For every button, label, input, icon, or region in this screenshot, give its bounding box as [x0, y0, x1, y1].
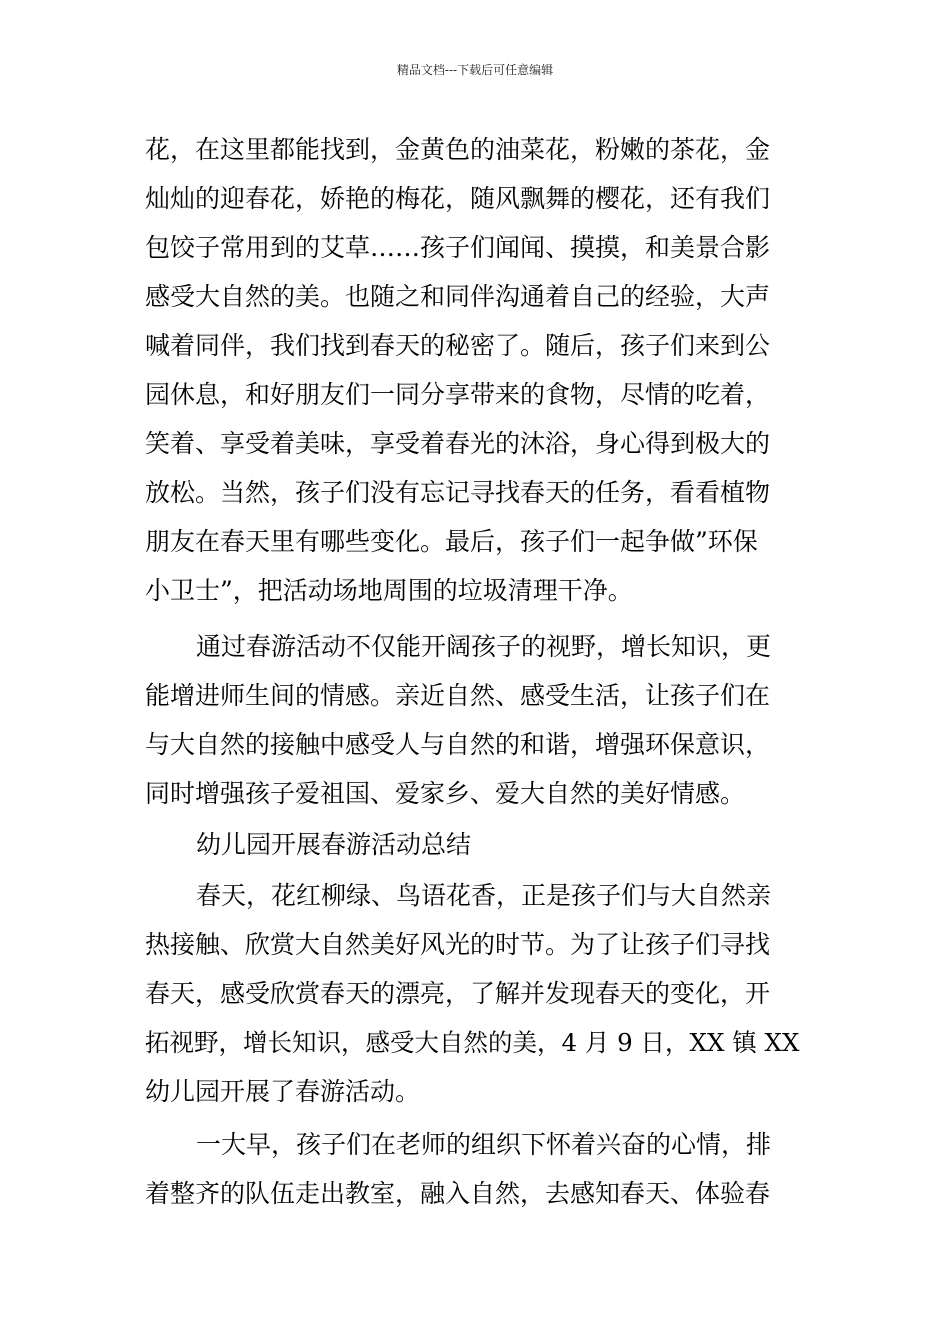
paragraph-first-line: 通过春游活动不仅能开阔孩子的视野，增长知识，更: [196, 632, 772, 661]
text-line: 笑着、享受着美味，享受着春光的沐浴，身心得到极大的: [145, 429, 771, 458]
text-line: 春天，感受欣赏春天的漂亮，了解并发现春天的变化，开: [145, 979, 771, 1008]
text-line: 包饺子常用到的艾草……孩子们闻闻、摸摸，和美景合影: [145, 233, 771, 262]
text-line: 灿灿的迎春花，娇艳的梅花，随风飘舞的樱花，还有我们: [145, 184, 771, 213]
text-line: 拓视野，增长知识，感受大自然的美，4 月 9 日，XX 镇 XX: [145, 1028, 800, 1057]
text-line: 着整齐的队伍走出教室，融入自然，去感知春天、体验春: [145, 1179, 771, 1208]
paragraph-first-line: 春天，花红柳绿、鸟语花香，正是孩子们与大自然亲: [196, 881, 772, 910]
text-line: 感受大自然的美。也随之和同伴沟通着自己的经验，大声: [145, 282, 771, 311]
paragraph-first-line: 一大早，孩子们在老师的组织下怀着兴奋的心情，排: [196, 1130, 772, 1159]
text-line: 花，在这里都能找到，金黄色的油菜花，粉嫩的茶花，金: [145, 135, 771, 164]
text-line: 园休息，和好朋友们一同分享带来的食物，尽情的吃着，: [145, 380, 771, 409]
text-line: 幼儿园开展了春游活动。: [145, 1077, 421, 1106]
page-header: 精品文档---下载后可任意编辑: [396, 63, 554, 77]
text-line: 放松。当然，孩子们没有忘记寻找春天的任务，看看植物: [145, 478, 771, 507]
text-line: 同时增强孩子爱祖国、爱家乡、爱大自然的美好情感。: [145, 779, 746, 808]
text-line: 热接触、欣赏大自然美好风光的时节。为了让孩子们寻找: [145, 930, 771, 959]
section-title: 幼儿园开展春游活动总结: [196, 830, 472, 859]
text-line: 朋友在春天里有哪些变化。最后，孩子们一起争做”环保: [145, 527, 758, 556]
text-line: 喊着同伴，我们找到春天的秘密了。随后，孩子们来到公: [145, 331, 771, 360]
text-line: 与大自然的接触中感受人与自然的和谐，增强环保意识，: [145, 730, 771, 759]
text-line: 小卫士”，把活动场地周围的垃圾清理干净。: [145, 576, 633, 605]
text-line: 能增进师生间的情感。亲近自然、感受生活，让孩子们在: [145, 681, 771, 710]
